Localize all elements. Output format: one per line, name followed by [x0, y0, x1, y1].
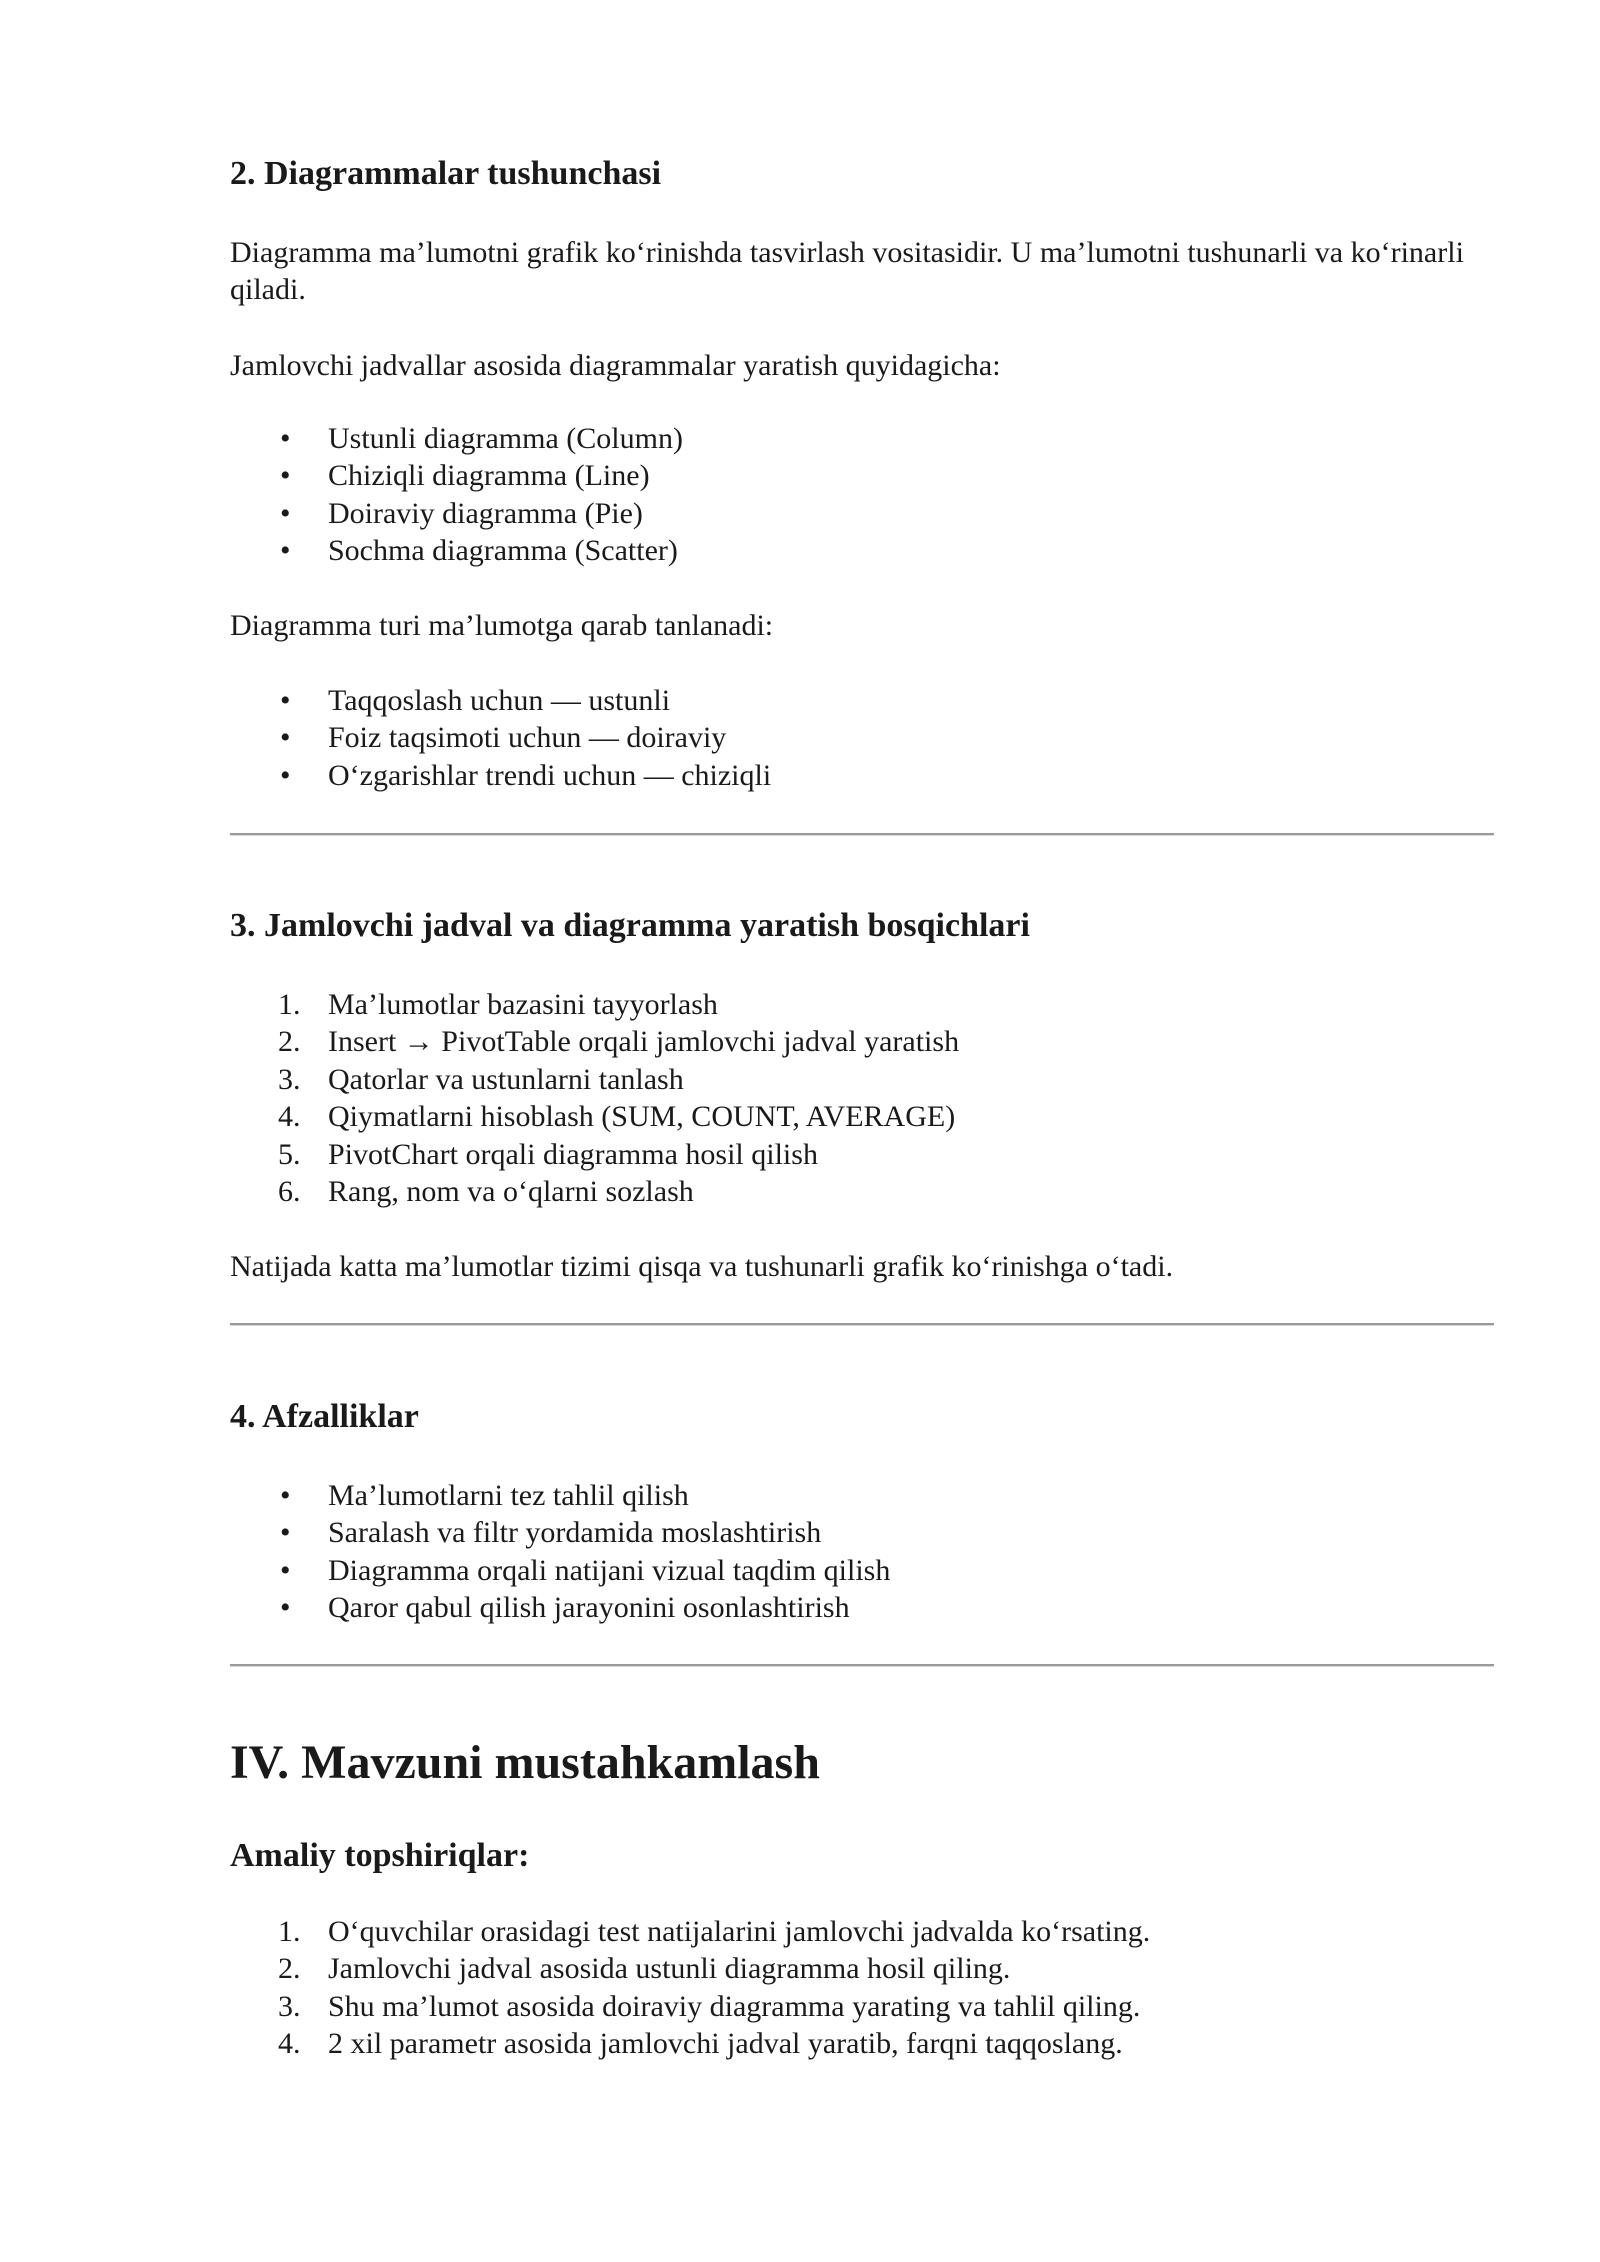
number-marker: 5.	[278, 1137, 301, 1171]
bullet-marker: •	[280, 1479, 291, 1512]
list-item	[230, 1173, 959, 1210]
bullet-marker: •	[280, 1516, 291, 1550]
list-item	[230, 986, 959, 1023]
list-item	[230, 495, 683, 532]
section-4-heading: 4. Afzalliklar	[230, 1398, 419, 1435]
number-marker: 1.	[278, 1915, 301, 1948]
list-item	[230, 1988, 1150, 2025]
list-item	[230, 1061, 959, 1098]
list-item-text: 2 xil parametr asosida jamlovchi jadval yaratib, farqni taqqoslang.	[328, 2027, 1123, 2061]
list-item	[230, 1136, 959, 1173]
number-marker: 4.	[278, 1100, 301, 1134]
bullet-marker: •	[280, 1591, 291, 1625]
list-item	[230, 2025, 1150, 2062]
section-2-heading: 2. Diagrammalar tushunchasi	[230, 155, 662, 192]
creation-steps-list	[230, 986, 959, 1210]
bullet-marker: •	[280, 1553, 291, 1587]
number-marker: 6.	[278, 1175, 301, 1209]
bullet-marker: •	[280, 721, 291, 755]
list-item-text: PivotChart orqali diagramma hosil qilish	[328, 1137, 818, 1171]
list-item	[230, 719, 771, 756]
list-item-text: Ma’lumotlarni tez tahlil qilish	[328, 1479, 689, 1512]
number-marker: 2.	[278, 1025, 301, 1059]
list-item-text: Jamlovchi jadval asosida ustunli diagramma hosil qiling.	[328, 1952, 1011, 1986]
list-item	[230, 1552, 890, 1589]
list-item-text: Qiymatlarni hisoblash (SUM, COUNT, AVERAGE)	[328, 1100, 956, 1134]
number-marker: 3.	[278, 1989, 301, 2023]
list-item	[230, 1950, 1150, 1987]
list-item	[230, 457, 683, 494]
list-item	[230, 1098, 959, 1135]
list-item-text: Ustunli diagramma (Column)	[328, 422, 683, 455]
bullet-marker: •	[280, 534, 291, 568]
section-3-heading: 3. Jamlovchi jadval va diagramma yaratish bosqichlari	[230, 907, 1030, 944]
number-marker: 3.	[278, 1062, 301, 1096]
diagram-types-list	[230, 420, 683, 570]
horizontal-rule	[230, 1323, 1494, 1326]
bullet-marker: •	[280, 422, 291, 455]
number-marker: 1.	[278, 988, 301, 1021]
bullet-marker: •	[280, 758, 291, 792]
section-3-conclusion: Natijada katta ma’lumotlar tizimi qisqa va tushunarli grafik ko‘rinishga o‘tadi.	[230, 1250, 1174, 1283]
diagram-choice-list	[230, 682, 771, 794]
list-item	[230, 420, 683, 457]
part-4-title: IV. Mavzuni mustahkamlash	[230, 1736, 820, 1789]
bullet-marker: •	[280, 459, 291, 493]
number-marker: 4.	[278, 2027, 301, 2061]
number-marker: 2.	[278, 1952, 301, 1986]
list-item-text: Taqqoslash uchun — ustunli	[328, 684, 671, 717]
list-item	[230, 682, 771, 719]
list-item	[230, 1913, 1150, 1950]
list-item-text: Rang, nom va o‘qlarni sozlash	[328, 1175, 694, 1209]
section-2-lead: Jamlovchi jadvallar asosida diagrammalar yaratish quyidagicha:	[230, 349, 1001, 382]
advantages-list	[230, 1477, 890, 1627]
list-item-text: Ma’lumotlar bazasini tayyorlash	[328, 988, 718, 1021]
list-item-text: Chiziqli diagramma (Line)	[328, 459, 650, 493]
section-2-intro: Diagramma ma’lumotni grafik ko‘rinishda tasvirlash vositasidir. U ma’lumotni tushunarli va ko‘rinarli qiladi.	[230, 236, 1464, 306]
list-item-text: Saralash va filtr yordamida moslashtirish	[328, 1516, 822, 1550]
bullet-marker: •	[280, 496, 291, 530]
list-item-text: Diagramma orqali natijani vizual taqdim qilish	[328, 1553, 891, 1587]
list-item	[230, 1589, 890, 1626]
list-item-text: O‘quvchilar orasidagi test natijalarini jamlovchi jadvalda ko‘rsating.	[328, 1915, 1151, 1948]
list-item	[230, 1023, 959, 1060]
list-item-text: Qaror qabul qilish jarayonini osonlashtirish	[328, 1591, 850, 1625]
list-item	[230, 1514, 890, 1551]
list-item-text: Insert → PivotTable orqali jamlovchi jadval yaratish	[328, 1025, 960, 1059]
practical-tasks-list	[230, 1913, 1150, 2063]
list-item-text: Doiraviy diagramma (Pie)	[328, 496, 643, 530]
horizontal-rule	[230, 1664, 1494, 1667]
list-item	[230, 757, 771, 794]
bullet-marker: •	[280, 684, 291, 717]
practical-tasks-heading: Amaliy topshiriqlar:	[230, 1837, 530, 1874]
list-item	[230, 532, 683, 569]
horizontal-rule	[230, 833, 1494, 836]
section-2-choice-lead: Diagramma turi ma’lumotga qarab tanlanadi:	[230, 609, 774, 642]
list-item-text: Shu ma’lumot asosida doiraviy diagramma yarating va tahlil qiling.	[328, 1989, 1141, 2023]
list-item	[230, 1477, 890, 1514]
list-item-text: Foiz taqsimoti uchun — doiraviy	[328, 721, 727, 755]
list-item-text: Sochma diagramma (Scatter)	[328, 534, 678, 568]
list-item-text: Qatorlar va ustunlarni tanlash	[328, 1062, 684, 1096]
list-item-text: O‘zgarishlar trendi uchun — chiziqli	[328, 758, 772, 792]
